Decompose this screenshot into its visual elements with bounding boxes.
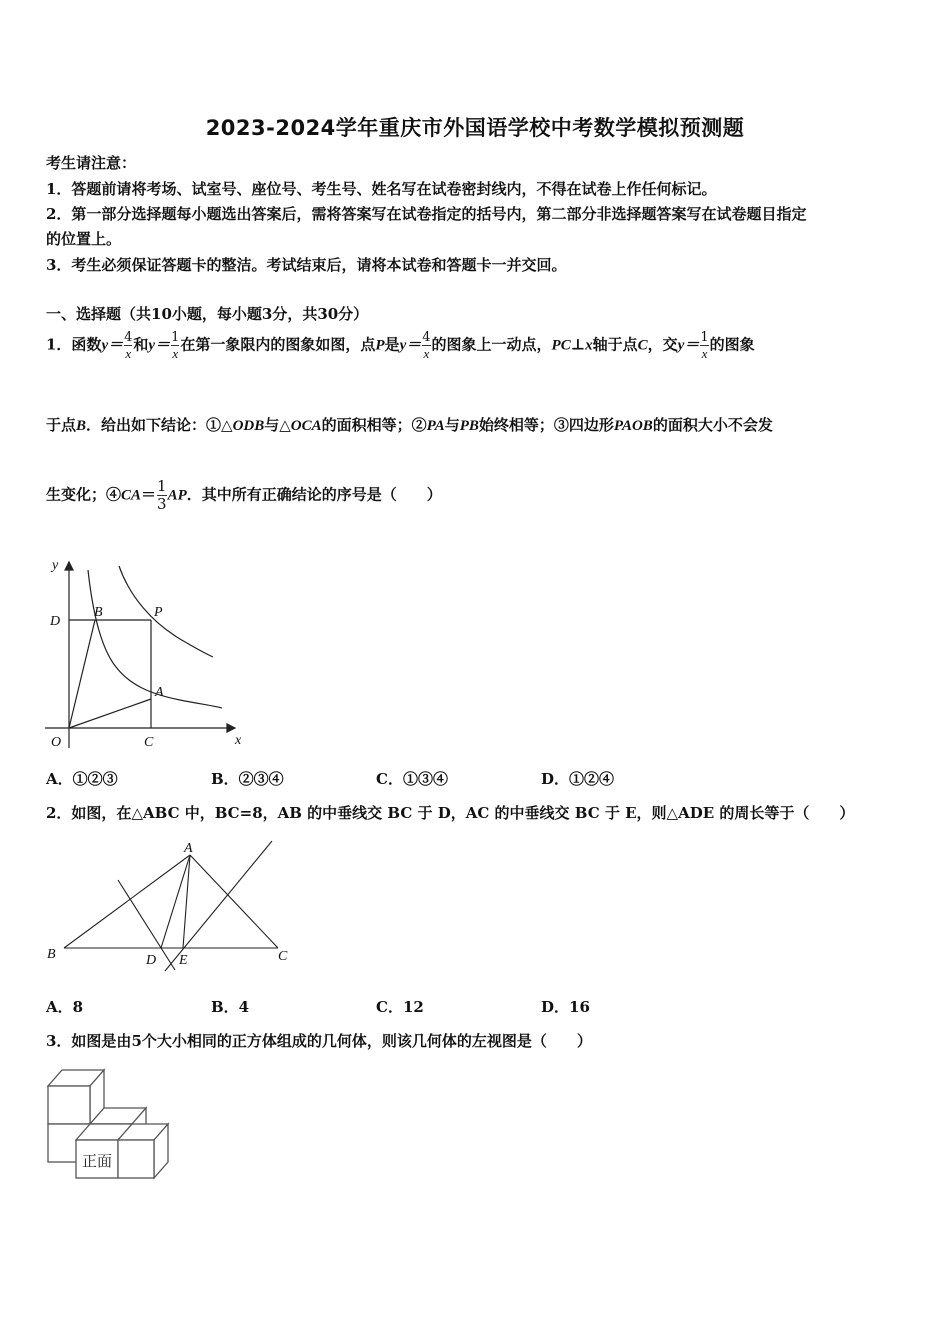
q3-text: 3．如图是由5个大小相同的正方体组成的几何体，则该几何体的左视图是（ ） [46, 1032, 592, 1050]
q1-line-2: 于点B．给出如下结论：①△ODB与△OCA的面积相等；②PA与PB始终相等；③四边形PAOB的面积大小不会发 [46, 416, 773, 434]
label-D: D [50, 614, 61, 629]
q1-figure [40, 552, 255, 752]
label-D: D [146, 953, 157, 968]
label-y: y [52, 558, 59, 573]
q1-option-d[interactable]: D．①②④ [541, 770, 615, 788]
label-A: A [155, 685, 164, 700]
label-A: A [184, 841, 193, 856]
label-B: B [47, 947, 56, 962]
x-axis-arrow [227, 724, 235, 732]
segment-AE [183, 855, 190, 948]
label-C: C [144, 735, 154, 750]
q2-option-a[interactable]: A．8 [46, 998, 84, 1016]
label-B: B [94, 605, 103, 620]
page-title: 2023-2024学年重庆市外国语学校中考数学模拟预测题 [205, 116, 745, 140]
section-heading: 一、选择题（共10小题，每小题3分，共30分） [46, 305, 369, 323]
front-label: 正面 [82, 1152, 113, 1170]
q3-figure [44, 1064, 179, 1182]
notice-item-1: 1．答题前请将考场、试室号、座位号、考生号、姓名写在试卷密封线内，不得在试卷上作任何标记。 [46, 180, 717, 198]
notice-item-2: 2．第一部分选择题每小题选出答案后，需将答案写在试卷指定的括号内，第二部分非选择题答案写在试卷题目指定 [46, 205, 807, 223]
notice-item-3: 3．考生必须保证答题卡的整洁。考试结束后，请将本试卷和答题卡一并交回。 [46, 256, 567, 274]
segment-BA [64, 855, 190, 948]
label-C: C [278, 949, 288, 964]
curve-y-4-over-x [119, 566, 213, 657]
q1-option-a[interactable]: A．①②③ [46, 770, 118, 788]
cube-top-front [48, 1086, 90, 1124]
q2-figure [44, 838, 289, 976]
q2-text: 2．如图，在△ABC 中，BC=8，AB 的中垂线交 BC 于 D，AC 的中垂线交 BC 于 E，则△ADE 的周长等于（ ） [46, 804, 855, 822]
q1-option-b[interactable]: B．②③④ [211, 770, 284, 788]
cube-front-right [118, 1140, 154, 1178]
notice-item-2-cont: 的位置上。 [46, 230, 122, 248]
q1-option-c[interactable]: C．①③④ [376, 770, 448, 788]
segment-OA [69, 699, 151, 728]
q1-line-1: 1．函数y＝ $\frac{4}{x}$ 和y＝ $\frac{1}{x}$ 在第一象限内的图象如图，点P是y＝ $\frac{4}{x}$ 的图象上一动点，PC⊥x轴于点C，交y＝ $\frac{1}{x}$ 的图象 [46, 330, 755, 361]
notice-heading: 考生请注意： [46, 154, 137, 172]
segment-OB [69, 620, 95, 728]
label-E: E [179, 953, 188, 968]
label-x: x [235, 733, 242, 748]
segment-AC [190, 855, 278, 948]
perp-bisector-AC [165, 841, 272, 971]
q2-option-c[interactable]: C．12 [376, 998, 424, 1016]
q2-option-d[interactable]: D．16 [541, 998, 590, 1016]
q1-line-3: 生变化；④CA＝ $\frac{1}{3}$ AP．其中所有正确结论的序号是（ ） [46, 477, 442, 513]
label-O: O [51, 735, 62, 750]
segment-AD [161, 855, 190, 948]
y-axis-arrow [65, 562, 73, 570]
q2-option-b[interactable]: B．4 [211, 998, 250, 1016]
label-P: P [154, 605, 163, 620]
